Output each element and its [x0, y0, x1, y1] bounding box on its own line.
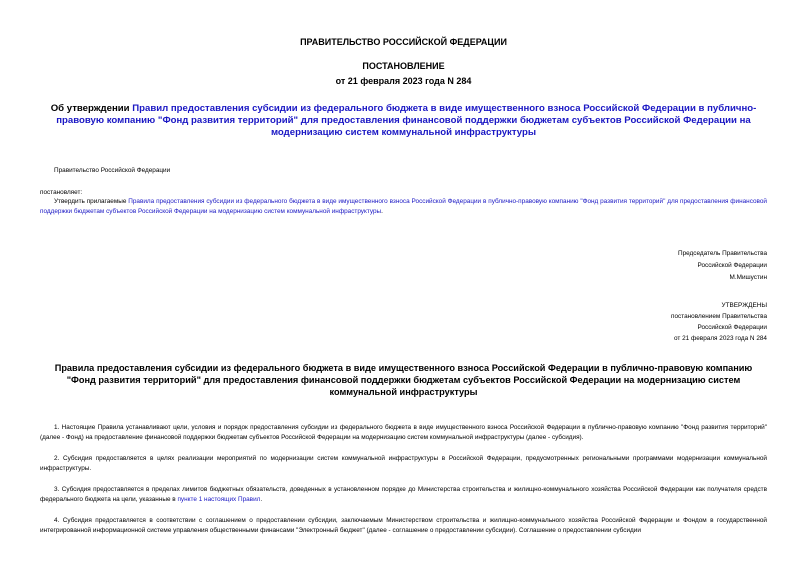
rules-paragraph-4: 4. Субсидия предоставляется в соответствии с соглашением о предоставлении субсидии, заключаемым Министерством строительства и жилищно-коммунального хозяйства Российской Федерации и Фондом в государственной интегрированной информационной системе управления общественными финансами "Электронный бюджет" (далее - соглашение о предоставлении субсидии). Соглашение о предоставлении субсидии [40, 517, 767, 534]
rules-paragraph-1: 1. Настоящие Правила устанавливают цели, условия и порядок предоставления субсидии из федерального бюджета в виде имущественного взноса Российской Федерации в публично-правовую компанию "Фонд развития территорий" (далее - Фонд) на предоставление финансовой поддержки бюджетам субъектов Российской Федерации на модернизацию систем коммунальной инфраструктуры (далее - субсидия). [40, 424, 767, 441]
approved-by: постановлением Правительства [671, 313, 767, 320]
approved-heading: УТВЕРЖДЕНЫ [721, 302, 767, 309]
government-heading: ПРАВИТЕЛЬСТВО РОССИЙСКОЙ ФЕДЕРАЦИИ [300, 37, 507, 47]
approved-country: Российской Федерации [697, 324, 767, 331]
document-type-heading: ПОСТАНОВЛЕНИЕ [362, 61, 445, 71]
document-title [40, 103, 767, 139]
approve-rules-link[interactable]: Правила предоставления субсидии из федерального бюджета в виде имущественного взноса Российской Федерации в публично-правовую компанию "Фонд развития территорий" для предоставления финансовой поддержки бюджетам субъектов Российской Федерации на модернизацию систем коммунальной инфраструктуры [40, 198, 767, 215]
signature-name: М.Мишустин [729, 274, 767, 281]
rules-paragraph-3-prefix: 3. Субсидия предоставляется в пределах лимитов бюджетных обязательств, доведенных в установленном порядке до Министерства строительства и жилищно-коммунального хозяйства Российской Федерации как получателя средств федерального бюджета на цели, указанные в [40, 486, 767, 503]
document-date-number: от 21 февраля 2023 года N 284 [335, 76, 472, 86]
approve-paragraph [40, 197, 767, 217]
clause-1-link[interactable]: пункте 1 настоящих Правил [177, 496, 261, 503]
resolves-text: постановляет: [40, 189, 83, 196]
rules-title-link[interactable]: Правил предоставления субсидии из федерального бюджета в виде имущественного взноса Российской Федерации в публично-правовую компанию "Фонд развития территорий" для предоставления финансовой поддержки бюджетам субъектов Российской Федерации на модернизацию систем коммунальной инфраструктуры [56, 103, 757, 138]
approve-prefix: Утвердить прилагаемые [54, 198, 129, 205]
rules-heading: Правила предоставления субсидии из федерального бюджета в виде имущественного взноса Российской Федерации в публично-правовую компанию "Фонд развития территорий" для предоставления финансовой поддержки бюджетам субъектов Российской Федерации на модернизацию систем коммунальной инфраструктуры [54, 363, 753, 397]
approve-suffix: . [381, 208, 383, 215]
signature-position: Председатель Правительства [678, 250, 767, 257]
document-title-prefix: Об утверждении [50, 103, 133, 114]
approved-block [527, 300, 767, 344]
signature-country: Российской Федерации [697, 262, 767, 269]
rules-paragraph-3-suffix: . [260, 496, 263, 503]
rules-paragraph-3 [40, 485, 767, 505]
rules-paragraph-2: 2. Субсидия предоставляется в целях реализации мероприятий по модернизации систем коммунальной инфраструктуры в Российской Федерации, предусмотренных региональными программами модернизации коммунальной инфраструктуры. [40, 455, 767, 472]
issuer-text: Правительство Российской Федерации [54, 167, 171, 174]
approved-date: от 21 февраля 2023 года N 284 [674, 335, 767, 342]
signature-block [527, 248, 767, 284]
